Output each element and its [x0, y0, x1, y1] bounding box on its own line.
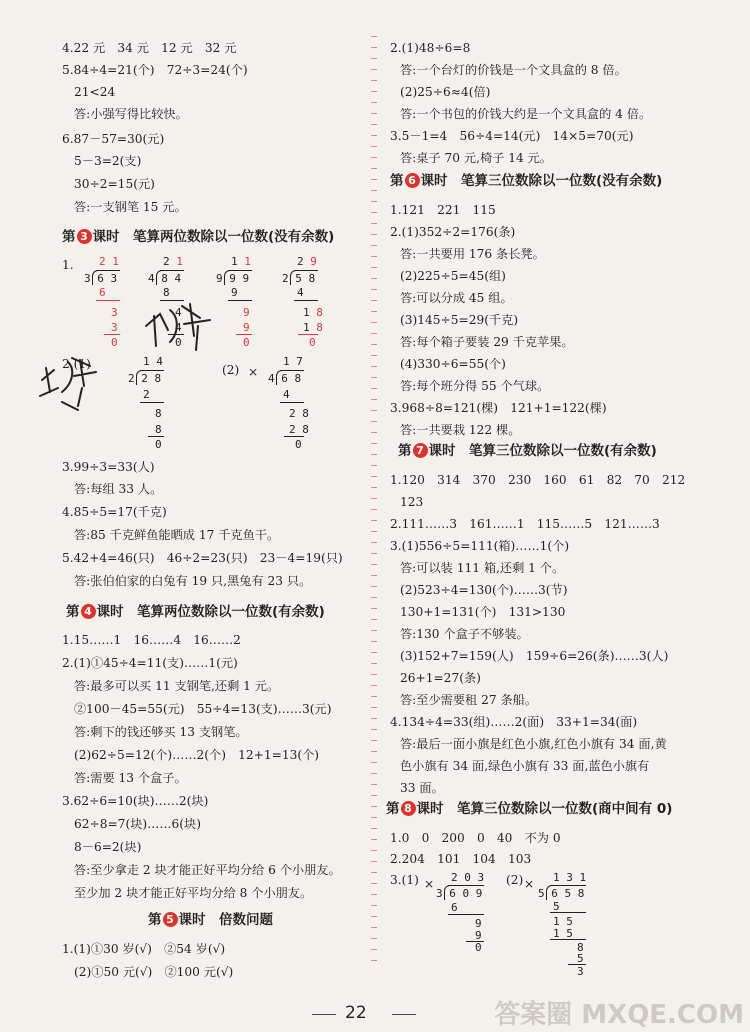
wrong-mark: × — [524, 877, 535, 891]
answer-line: (2)225÷5=45(组) — [400, 269, 506, 283]
section-heading-6: 第 6 课时 笔算三位数除以一位数(没有余数) — [390, 173, 663, 189]
long-division: 2 9 2 5 8 4 1 8 1 8 0 — [282, 255, 323, 349]
answer-line: 答:至少拿走 2 块才能正好平均分给 6 个小朋友。 — [74, 863, 341, 877]
left-column — [0, 0, 372, 1032]
answer-line: 3.99÷3=33(人) — [62, 460, 155, 474]
answer-line: 答:一共要栽 122 棵。 — [400, 423, 521, 437]
answer-line: (3)152+7=159(人) 159÷6=26(条)……3(人) — [400, 649, 669, 663]
answer-line: 答:可以分成 45 组。 — [400, 291, 513, 305]
answer-line: 答:桌子 70 元,椅子 14 元。 — [400, 151, 552, 165]
answer-line: (2)62÷5=12(个)……2(个) 12+1=13(个) — [74, 748, 320, 762]
long-division: 1 7 4 6 8 4 2 8 2 8 0 — [268, 355, 309, 451]
answer-line: (2)①50 元(√) ②100 元(√) — [74, 965, 234, 979]
right-column — [378, 0, 750, 1032]
answer-line: 2.(1)352÷2=176(条) — [390, 225, 516, 239]
wrong-mark: × — [248, 365, 259, 379]
answer-line: 5.42+4=46(只) 46÷2=23(只) 23－4=19(只) — [62, 551, 343, 565]
answer-line: 3.5－1=4 56÷4=14(元) 14×5=70(元) — [390, 129, 634, 143]
answer-line: 色小旗有 34 面,绿色小旗有 33 面,蓝色小旗有 — [400, 759, 650, 773]
answer-line: 答:最多可以买 11 支钢笔,还剩 1 元。 — [74, 679, 280, 693]
answer-line: 答:可以装 111 箱,还剩 1 个。 — [400, 561, 565, 575]
section-heading-3: 第 3 课时 笔算两位数除以一位数(没有余数) — [62, 229, 335, 245]
watermark: 答案圈 MXQE.COM — [494, 1000, 744, 1030]
answer-line: 1.120 314 370 230 160 61 82 70 212 — [390, 473, 686, 487]
answer-line: 答:剩下的钱还够买 13 支钢笔。 — [74, 725, 248, 739]
answer-line: 答:小强写得比较快。 — [74, 107, 188, 121]
answer-line: ②100－45=55(元) 55÷4=13(支)……3(元) — [74, 702, 332, 716]
handwriting-scribble — [32, 340, 132, 420]
section-heading-4: 第 4 课时 笔算两位数除以一位数(有余数) — [66, 604, 325, 620]
lesson-badge: 7 — [413, 443, 428, 458]
answer-line: 答:需要 13 个盒子。 — [74, 771, 187, 785]
answer-line: 2.204 101 104 103 — [390, 852, 532, 866]
answer-line: 答:每组 33 人。 — [74, 482, 163, 496]
page-number: 22 — [345, 1003, 367, 1023]
handwriting-scribble — [140, 296, 220, 356]
question-label: 2.(1) — [62, 357, 91, 371]
answer-line: 6.87－57=30(元) — [62, 132, 165, 146]
answer-line: 答:一个书包的价钱大约是一个文具盒的 4 倍。 — [400, 107, 652, 121]
answer-line: 答:一支钢笔 15 元。 — [74, 200, 187, 214]
answer-line: 1.15……1 16……4 16……2 — [62, 633, 241, 647]
answer-line: 2.111……3 161……1 115……5 121……3 — [390, 517, 660, 531]
answer-line: 3.968÷8=121(棵) 121+1=122(棵) — [390, 401, 607, 415]
answer-line: 4.134÷4=33(组)……2(面) 33+1=34(面) — [390, 715, 638, 729]
lesson-badge: 8 — [401, 801, 416, 816]
page-number-dash — [312, 1014, 336, 1015]
answer-line: 5－3=2(支) — [74, 154, 142, 168]
answer-line: 答:130 个盒子不够装。 — [400, 627, 529, 641]
question-label: 3.(1) — [390, 873, 419, 887]
answer-line: 答:85 千克鲜鱼能晒成 17 千克鱼干。 — [74, 528, 280, 542]
lesson-badge: 6 — [405, 173, 420, 188]
answer-line: 答:最后一面小旗是红色小旗,红色小旗有 34 面,黄 — [400, 737, 667, 751]
question-label: (2) — [506, 873, 524, 887]
answer-line: (2)25÷6≈4(倍) — [400, 85, 491, 99]
answer-line: 1.(1)①30 岁(√) ②54 岁(√) — [62, 942, 226, 956]
answer-line: 答:至少需要租 27 条船。 — [400, 693, 538, 707]
long-division: 1 4 2 2 8 2 8 8 0 — [128, 355, 163, 451]
answer-line: 答:一个台灯的价钱是一个文具盒的 8 倍。 — [400, 63, 627, 77]
answer-line: (2)523÷4=130(个)……3(节) — [400, 583, 568, 597]
answer-line: 4.22 元 34 元 12 元 32 元 — [62, 41, 237, 55]
answer-line: 30÷2=15(元) — [74, 177, 155, 191]
long-division: 2 1 4 8 4 8 4 4 0 — [148, 255, 183, 349]
answer-line: 130+1=131(个) 131>130 — [400, 605, 566, 619]
long-division: 1 1 9 9 9 9 9 9 0 — [216, 255, 251, 349]
answer-line: 26+1=27(条) — [400, 671, 481, 685]
question-label: (2) — [222, 363, 240, 377]
question-label: 1. — [62, 258, 74, 272]
wrong-mark: × — [424, 877, 435, 891]
answer-line: 5.84÷4=21(个) 72÷3=24(个) — [62, 63, 248, 77]
lesson-badge: 4 — [81, 604, 96, 619]
answer-line: 1.0 0 200 0 40 不为 0 — [390, 831, 561, 845]
answer-line: 至少加 2 块才能正好平均分给 8 个小朋友。 — [74, 886, 313, 900]
answer-line: (3)145÷5=29(千克) — [400, 313, 519, 327]
answer-line: 答:张伯伯家的白兔有 19 只,黑兔有 23 只。 — [74, 574, 312, 588]
answer-line: 62÷8=7(块)……6(块) — [74, 817, 201, 831]
page-number-dash — [392, 1014, 416, 1015]
answer-line: 答:一共要用 176 条长凳。 — [400, 247, 545, 261]
long-division: 2 0 3 3 6 0 9 6 9 9 0 — [436, 871, 485, 954]
answer-line: 4.85÷5=17(千克) — [62, 505, 167, 519]
answer-line: 2.(1)48÷6=8 — [390, 41, 471, 55]
answer-line: 33 面。 — [400, 781, 444, 795]
lesson-badge: 3 — [77, 229, 92, 244]
long-division: 2 1 3 6 3 6 3 3 0 — [84, 255, 119, 349]
section-heading-7: 第 7 课时 笔算三位数除以一位数(有余数) — [398, 443, 657, 459]
section-heading-8: 第 8 课时 笔算三位数除以一位数(商中间有 0) — [386, 801, 673, 817]
section-heading-5: 第 5 课时 倍数问题 — [148, 912, 273, 928]
lesson-badge: 5 — [163, 912, 178, 927]
answer-line: 答:每个箱子要装 29 千克苹果。 — [400, 335, 574, 349]
answer-line: (4)330÷6=55(个) — [400, 357, 506, 371]
answer-line: 3.(1)556÷5=111(箱)……1(个) — [390, 539, 570, 553]
answer-line: 123 — [400, 495, 424, 509]
answer-line: 2.(1)①45÷4=11(支)……1(元) — [62, 656, 238, 670]
answer-line: 3.62÷6=10(块)……2(块) — [62, 794, 209, 808]
answer-line: 21<24 — [74, 85, 116, 99]
answer-line: 1.121 221 115 — [390, 203, 496, 217]
answer-line: 答:每个班分得 55 个气球。 — [400, 379, 550, 393]
long-division: 1 3 1 5 6 5 8 5 1 5 1 5 8 5 3 — [538, 871, 587, 978]
answer-line: 8－6=2(块) — [74, 840, 142, 854]
